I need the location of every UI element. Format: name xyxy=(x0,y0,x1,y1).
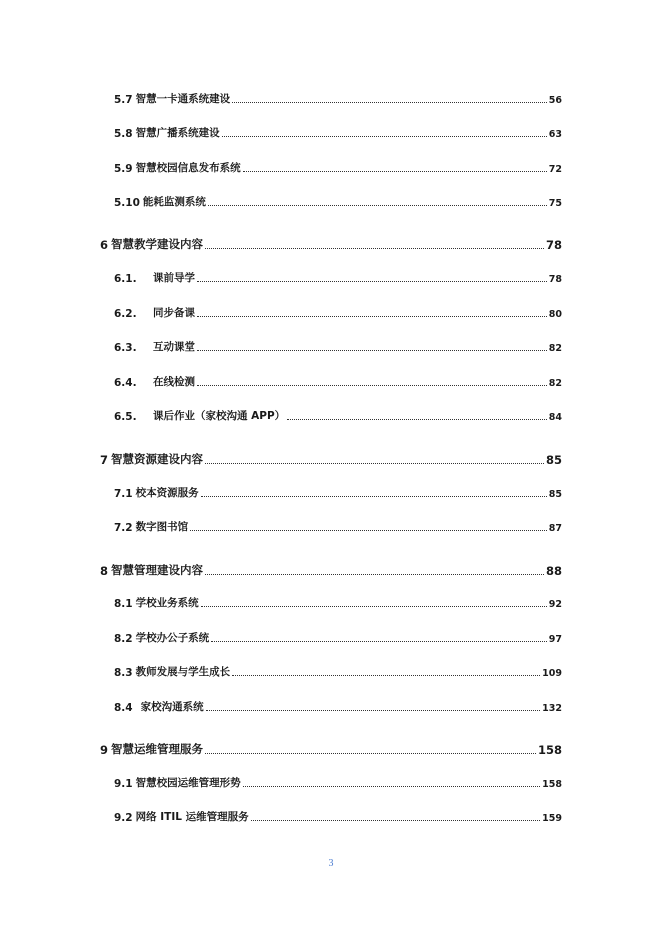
toc-entry-number: 5.8 xyxy=(114,128,133,140)
toc-entry-number: 5.7 xyxy=(114,94,133,106)
toc-leader-dots xyxy=(243,785,541,787)
toc-entry[interactable] xyxy=(114,159,562,175)
toc-entry-title: 学校业务系统 xyxy=(135,597,199,609)
toc-entry[interactable] xyxy=(114,518,562,534)
toc-entry-title: 智慧教学建设内容 xyxy=(111,237,204,251)
toc-leader-dots xyxy=(201,605,547,607)
toc-entry-number: 8.3 xyxy=(114,667,133,679)
toc-entry-title: 智慧校园信息发布系统 xyxy=(135,162,241,174)
toc-entry-title: 学校办公子系统 xyxy=(135,632,210,644)
toc-entry[interactable] xyxy=(114,594,562,610)
toc-entry-page: 88 xyxy=(545,564,562,578)
toc-entry-number: 6 xyxy=(100,238,109,252)
toc-chapter-entry[interactable] xyxy=(100,560,562,578)
toc-entry-title: 能耗监测系统 xyxy=(142,196,206,208)
toc-entry[interactable] xyxy=(114,407,562,423)
toc-entry[interactable] xyxy=(114,304,562,320)
toc-entry-page: 56 xyxy=(548,95,562,106)
toc-entry[interactable] xyxy=(114,193,562,209)
toc-leader-dots xyxy=(211,640,547,642)
toc-entry-title: 智慧运维管理服务 xyxy=(111,742,204,756)
toc-leader-dots xyxy=(243,170,547,172)
toc-entry-number: 6.5. xyxy=(114,411,137,423)
toc-entry-number: 6.4. xyxy=(114,377,137,389)
toc-leader-dots xyxy=(251,819,541,821)
toc-chapter-entry[interactable] xyxy=(100,234,562,252)
toc-entry-number: 7.1 xyxy=(114,488,133,500)
toc-entry-page: 63 xyxy=(548,129,562,140)
toc-entry-page: 87 xyxy=(548,523,562,534)
toc-entry-page: 85 xyxy=(545,453,562,467)
toc-leader-dots xyxy=(232,674,540,676)
toc-entry-title: 智慧管理建设内容 xyxy=(111,563,204,577)
toc-leader-dots xyxy=(287,418,547,420)
toc-leader-dots xyxy=(205,573,544,575)
toc-entry-number: 5.10 xyxy=(114,197,140,209)
toc-entry-number: 8.1 xyxy=(114,598,133,610)
toc-entry-title: 教师发展与学生成长 xyxy=(135,666,231,678)
toc-leader-dots xyxy=(205,462,544,464)
toc-leader-dots xyxy=(205,752,536,754)
toc-entry-page: 84 xyxy=(548,412,562,423)
toc-entry-number: 8.4 xyxy=(114,702,133,714)
toc-entry-page: 78 xyxy=(545,238,562,252)
toc-leader-dots xyxy=(205,247,544,249)
toc-leader-dots xyxy=(201,495,547,497)
toc-entry-title: 智慧广播系统建设 xyxy=(135,127,220,139)
toc-entry-page: 82 xyxy=(548,343,562,354)
toc-entry-title: 课后作业（家校沟通 APP） xyxy=(153,410,286,422)
toc-chapter-entry[interactable] xyxy=(100,449,562,467)
toc-entry-number: 9 xyxy=(100,743,109,757)
toc-entry-number: 7 xyxy=(100,453,109,467)
toc-entry[interactable] xyxy=(114,629,562,645)
toc-leader-dots xyxy=(197,349,547,351)
toc-entry-title: 同步备课 xyxy=(153,307,195,319)
toc-entry-number: 7.2 xyxy=(114,522,133,534)
toc-entry-number: 6.1. xyxy=(114,273,137,285)
toc-entry-number: 8 xyxy=(100,564,109,578)
toc-chapter-entry[interactable] xyxy=(100,739,562,757)
toc-entry-title: 智慧校园运维管理形势 xyxy=(135,777,241,789)
toc-entry-title: 在线检测 xyxy=(153,376,195,388)
toc-leader-dots xyxy=(222,135,547,137)
toc-entry-page: 158 xyxy=(542,779,562,790)
toc-leader-dots xyxy=(197,280,547,282)
toc-entry[interactable] xyxy=(114,124,562,140)
toc-entry-page: 132 xyxy=(542,703,562,714)
toc-entry-number: 6.3. xyxy=(114,342,137,354)
toc-entry-page: 158 xyxy=(537,743,562,757)
toc-entry-title: 智慧资源建设内容 xyxy=(111,452,204,466)
toc-entry[interactable] xyxy=(114,269,562,285)
toc-entry-page: 78 xyxy=(548,274,562,285)
toc-entry-number: 9.2 xyxy=(114,812,133,824)
toc-entry-title: 校本资源服务 xyxy=(135,487,199,499)
toc-entry-title: 家校沟通系统 xyxy=(140,701,204,713)
toc-entry-page: 159 xyxy=(542,813,562,824)
toc-entry-page: 82 xyxy=(548,378,562,389)
toc-entry-title: 数字图书馆 xyxy=(135,521,189,533)
toc-entry[interactable] xyxy=(114,663,562,679)
toc-entry-page: 75 xyxy=(548,198,562,209)
toc-entry-page: 109 xyxy=(542,668,562,679)
toc-entry-page: 85 xyxy=(548,489,562,500)
toc-entry[interactable] xyxy=(114,484,562,500)
toc-entry[interactable] xyxy=(114,373,562,389)
toc-entry[interactable] xyxy=(114,698,562,714)
toc-entry-number: 9.1 xyxy=(114,778,133,790)
toc-leader-dots xyxy=(197,315,547,317)
toc-entry-page: 92 xyxy=(548,599,562,610)
toc-entry[interactable] xyxy=(114,338,562,354)
toc-entry[interactable] xyxy=(114,90,562,106)
toc-entry-title: 智慧一卡通系统建设 xyxy=(135,93,231,105)
toc-entry[interactable] xyxy=(114,774,562,790)
toc-leader-dots xyxy=(232,101,547,103)
toc-leader-dots xyxy=(206,709,541,711)
toc-entry-number: 8.2 xyxy=(114,633,133,645)
toc-entry-page: 97 xyxy=(548,634,562,645)
toc-entry-title: 网络 ITIL 运维管理服务 xyxy=(135,811,249,823)
toc-leader-dots xyxy=(190,529,547,531)
toc-entry-page: 72 xyxy=(548,164,562,175)
toc-entry-title: 课前导学 xyxy=(153,272,195,284)
toc-entry[interactable] xyxy=(114,808,562,824)
toc-entry-title: 互动课堂 xyxy=(153,341,195,353)
toc-entry-number: 6.2. xyxy=(114,308,137,320)
toc-entry-page: 80 xyxy=(548,309,562,320)
toc-leader-dots xyxy=(197,384,547,386)
toc-entry-number: 5.9 xyxy=(114,163,133,175)
toc-leader-dots xyxy=(208,204,547,206)
page-number: 3 xyxy=(328,858,334,869)
